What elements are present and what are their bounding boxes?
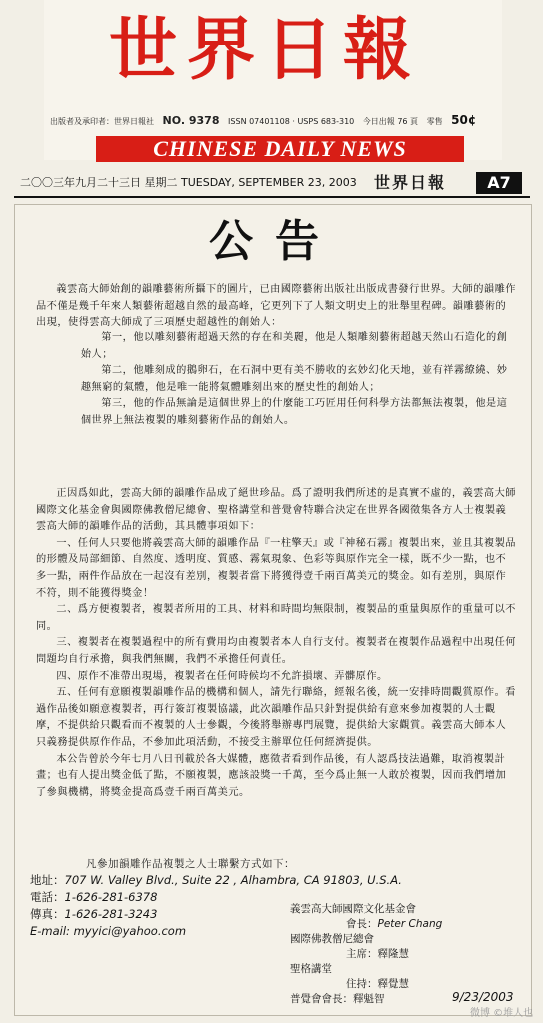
fax-label: 傳真： <box>30 907 65 921</box>
phone-label: 電話： <box>30 890 65 904</box>
price-value: 50¢ <box>451 113 477 127</box>
publisher-text: 出版者及承印者：世界日報社 <box>50 117 154 126</box>
signature-org1: 義雲高大師國際文化基金會 <box>290 903 416 915</box>
list-item: 第一，他以雕刻藝術超過天然的存在和美麗，他是人類雕刻藝術超越天然山石造化的創始人； <box>80 332 508 360</box>
phone-line <box>30 889 157 906</box>
body-paragraph: 一、任何人只要他將義雲高大師的韻雕作品『一柱擎天』或『神秘石霧』複製出來，並且其複製品的形體及局部細節、自然度、透明度、質感、霧氣現象、色彩等與原作完全一樣，既不少一點，也不多一點，兩件作品放在一起沒有差別，複製者當下將獲得壹千兩百萬美元的獎金。如有差別，與原作不符，則不能獲得獎金！ <box>36 537 516 599</box>
price-label: 零售 <box>426 117 443 126</box>
intro-paragraph <box>36 282 516 332</box>
fax-line <box>30 906 157 923</box>
fax-value: 1-626-281-3243 <box>64 907 158 921</box>
announcement-date: 9/23/2003 <box>452 990 514 1004</box>
list-item: 第二，他雕刻成的鵝卵石，在石洞中更有美不勝收的玄妙幻化天地，並有祥霧繚繞、妙趣無窮的氣體，他是唯一能將氣體雕刻出來的歷史性的創始人； <box>80 365 508 393</box>
signature-org2: 國際佛教僧尼總會 <box>290 933 374 945</box>
signature-org2-role <box>346 947 409 962</box>
issue-date: 二〇〇三年九月二十三日 星期二 TUESDAY, SEPTEMBER 23, 2003 <box>20 176 357 189</box>
contact-heading: 凡參加韻雕作品複製之人士聯繫方式如下： <box>86 858 295 870</box>
newspaper-logo: 世界日報 <box>108 11 421 90</box>
publication-info <box>50 114 490 128</box>
section-tag: A7 <box>476 172 522 194</box>
address-label: 地址： <box>30 873 65 887</box>
phone-value: 1-626-281-6378 <box>64 890 158 904</box>
signature-org3: 聖格講堂 <box>290 963 332 975</box>
email-line <box>30 923 186 940</box>
issue-number: NO. 9378 <box>162 114 220 127</box>
issn-text: ISSN 07401108 · USPS 683-310 <box>228 117 355 126</box>
email-value: myyici@yahoo.com <box>73 924 187 938</box>
founder-list <box>36 330 516 430</box>
body-paragraph: 三、複製者在複製過程中的所有費用均由複製者本人自行支付。複製者在複製作品過程中出現任何問題均自行承擔，與我們無關，我們不承擔任何責任。 <box>36 637 516 665</box>
announcement-title: 公告 <box>209 216 341 267</box>
role-name: 釋魁智 <box>353 993 385 1005</box>
role-label: 會長： <box>346 918 378 930</box>
english-name-banner: CHINESE DAILY NEWS <box>96 136 464 162</box>
address-line <box>30 872 402 889</box>
watermark: 微博 ©堆人也 <box>470 1008 534 1019</box>
body-paragraph: 正因爲如此，雲高大師的韻雕作品成了絕世珍品。爲了證明我們所述的是真實不虛的，義雲高大師國際文化基金會與國際佛教僧尼總會、聖格講堂和普覺會特聯合決定在世界各國徵集各方人士複製義雲高大師的韻雕作品的活動，其具體事項如下： <box>36 488 516 533</box>
signature-org4 <box>290 992 385 1007</box>
body-paragraphs <box>36 486 516 801</box>
page-count: 今日出報 76 頁 <box>362 117 419 126</box>
body-paragraph: 本公告曾於今年七月八日刊載於各大媒體，應徵者看到作品後，有人認爲技法過難，取消複製計畫；也有人提出獎金低了點，不願複製，應該設獎一千萬，至今爲止無一人敢於複製，因而我們增加了參與機構，將獎金提高爲壹千兩百萬美元。 <box>36 753 507 798</box>
signature-org3-role <box>346 977 409 992</box>
role-label: 主席： <box>346 948 378 960</box>
role-name: 釋覺慧 <box>377 978 409 990</box>
role-name: 釋隆慧 <box>377 948 409 960</box>
body-paragraph: 四、原作不准帶出現場，複製者在任何時候均不允許損壞、弄髒原作。 <box>56 670 388 682</box>
body-paragraph: 五、任何有意願複製韻雕作品的機構和個人，請先行聯絡，經報名後，統一安排時間觀賞原作。看過作品後如願意複製者，再行簽訂複製協議，此次韻雕作品只針對提供給有意來參加複製的人士觀摩，不提供給只觀看而不複製的人士參觀，今後將舉辦專門展覽，提供給大家觀賞。義雲高大師本人只義務提供原作作品，不參加此項活動，不接受主辦單位任何經濟提供。 <box>36 687 516 748</box>
mini-logo: 世界日報 <box>374 173 447 192</box>
role-label: 普覺會會長： <box>290 993 353 1005</box>
signature-org1-role <box>346 917 442 932</box>
body-paragraph: 二、爲方便複製者，複製者所用的工具、材料和時間均無限制，複製品的重量與原作的重量可以不同。 <box>36 604 516 632</box>
address-value: 707 W. Valley Blvd., Suite 22 , Alhambra, CA 91803, U.S.A. <box>64 873 402 887</box>
role-name: Peter Chang <box>377 918 443 930</box>
intro-text: 義雲高大師始創的韻雕藝術所攝下的圖片，已由國際藝術出版社出版成書發行世界。大師的韻雕作品不僅是幾千年來人類藝術超越自然的最高峰，它更列下了人類文明史上的壯舉里程碑。韻雕藝術的出現，使得雲高大師成了三項歷史超越性的創始人： <box>36 284 516 329</box>
email-label: E-mail: <box>30 924 74 938</box>
list-item: 第三，他的作品無論是這個世界上的什麼能工巧匠用任何科學方法都無法複製，他是這個世界上無法複製的雕刻藝術作品的創始人。 <box>80 398 508 426</box>
role-label: 住持： <box>346 978 378 990</box>
